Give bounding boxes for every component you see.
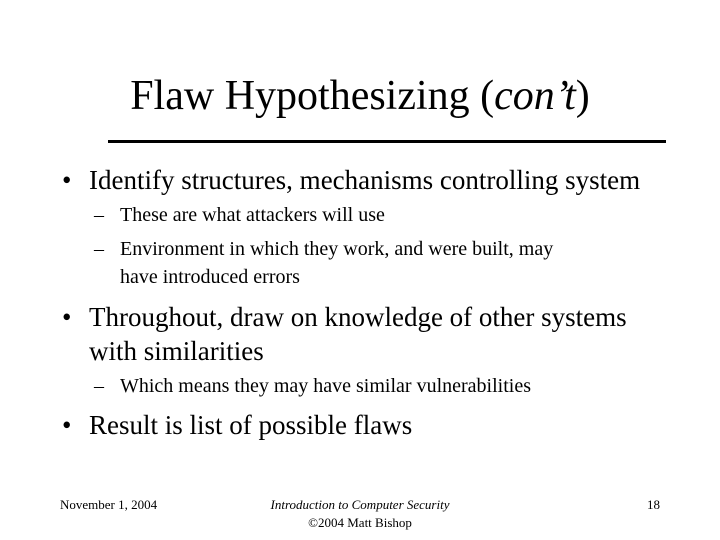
bullet-text: Throughout, draw on knowledge of other systems	[89, 302, 627, 332]
slide-title-main: Flaw Hypothesizing (	[130, 73, 495, 119]
sub-bullet-text: have introduced errors	[120, 266, 300, 288]
bullet-text: Result is list of possible flaws	[89, 410, 413, 440]
footer-course-title: Introduction to Computer Security	[270, 497, 450, 512]
sub-bullet-mark: –	[94, 375, 104, 397]
sub-bullet-mark: –	[94, 238, 104, 260]
slide-title-close: )	[575, 73, 590, 119]
sub-bullet-text: These are what attackers will use	[120, 204, 385, 226]
sub-bullet-text: Environment in which they work, and were built, may	[120, 238, 554, 260]
footer-page-number: 18	[647, 497, 660, 512]
bullet-mark: •	[62, 302, 72, 332]
sub-bullet-text: Which means they may have similar vulnerabilities	[120, 375, 531, 397]
footer-date: November 1, 2004	[60, 497, 158, 512]
bullet-mark: •	[62, 410, 72, 440]
bullet-text: Identify structures, mechanisms controlling system	[89, 165, 641, 195]
bullet-text: with similarities	[89, 336, 264, 366]
footer-course-info	[210, 496, 510, 532]
sub-bullet-mark: –	[94, 204, 104, 226]
slide-title-italic: con’t	[494, 73, 576, 119]
bullet-mark: •	[62, 165, 72, 195]
footer-copyright: ©2004 Matt Bishop	[308, 515, 412, 530]
